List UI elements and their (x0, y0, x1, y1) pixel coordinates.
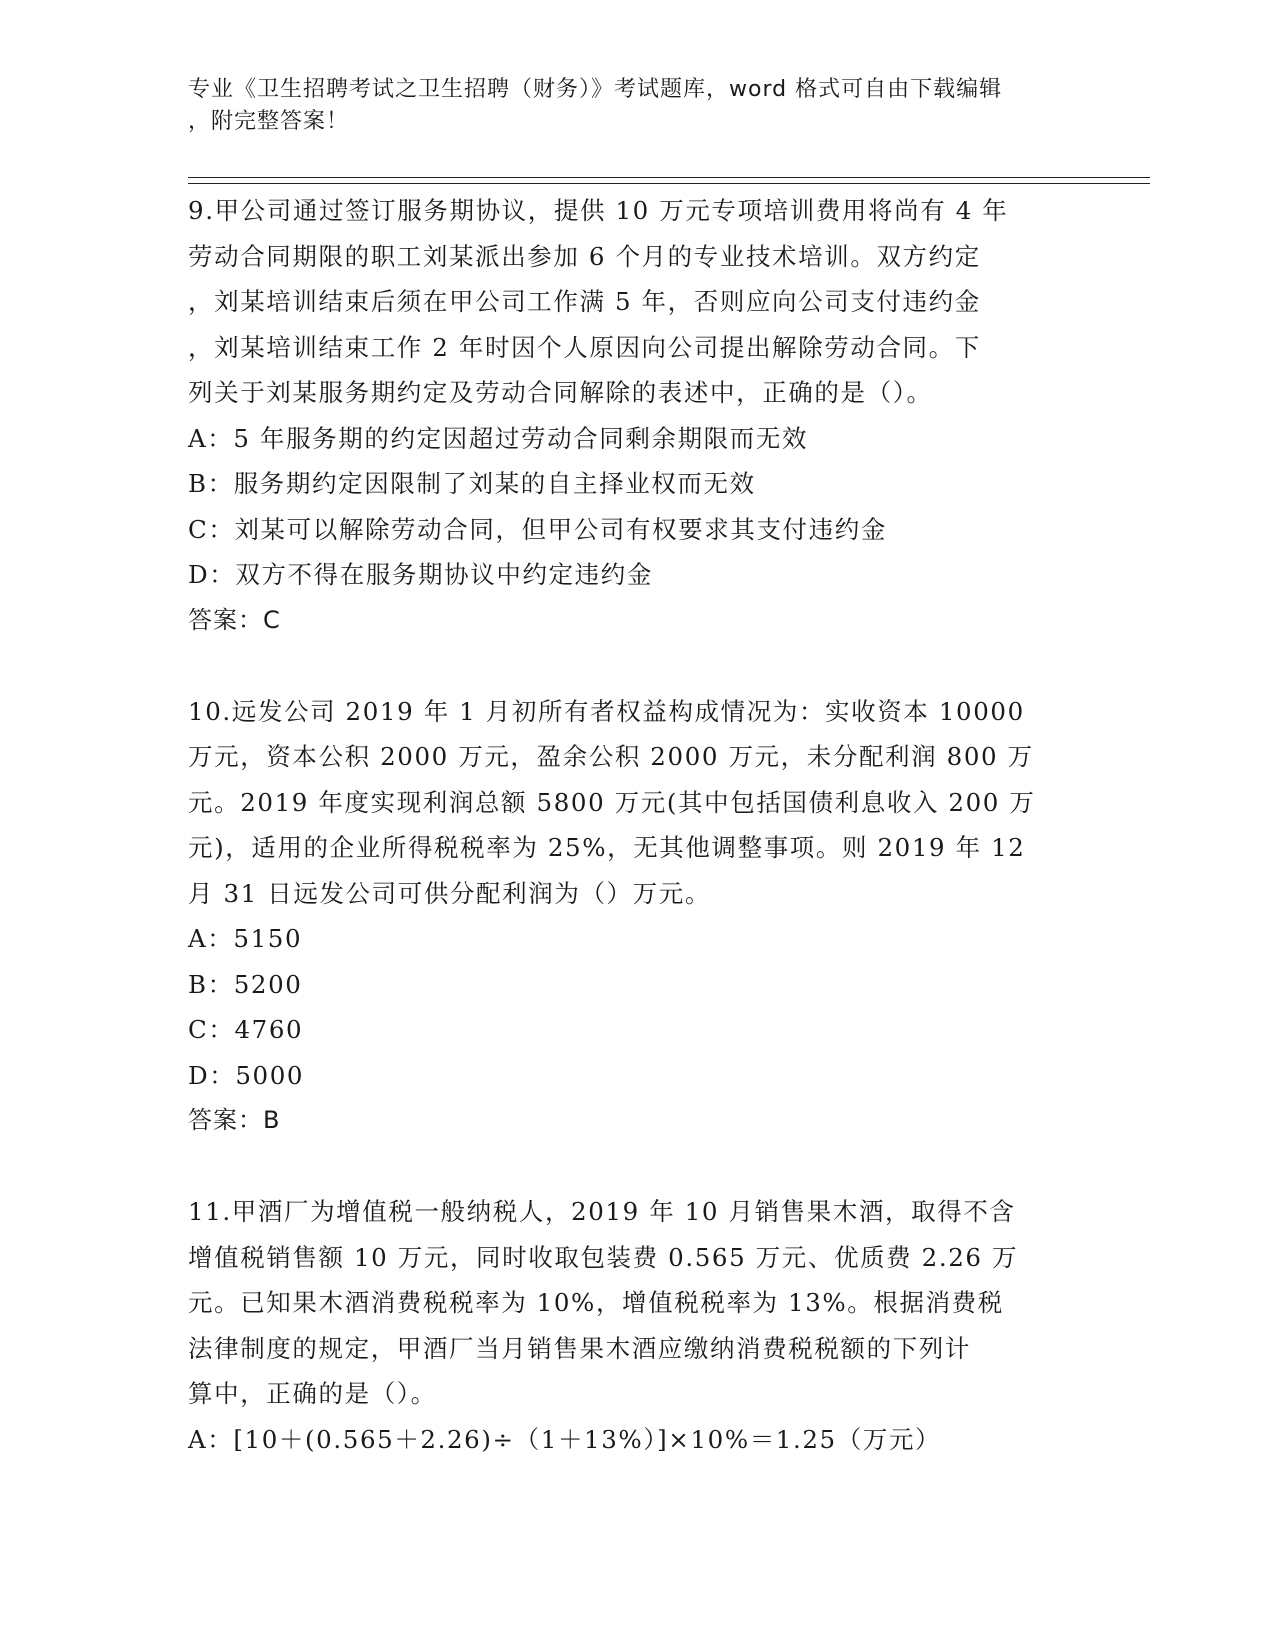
question-stem-line: 法律制度的规定，甲酒厂当月销售果木酒应缴纳消费税税额的下列计 (188, 1333, 971, 1363)
question-stem-line: 劳动合同期限的职工刘某派出参加 6 个月的专业技术培训。双方约定 (188, 241, 981, 271)
question-stem-line: 9.甲公司通过签订服务期协议，提供 10 万元专项培训费用将尚有 4 年 (188, 196, 1009, 225)
option-c: C：4760 (188, 1015, 304, 1044)
option-a: A：[10＋(0.565＋2.26)÷（1＋13%）]×10%＝1.25（万元） (188, 1424, 942, 1454)
question-stem-line: 11.甲酒厂为增值税一般纳税人，2019 年 10 月销售果木酒，取得不含 (188, 1197, 1016, 1226)
header-line: 专业《卫生招聘考试之卫生招聘（财务）》考试题库，word 格式可自由下载编辑 (188, 77, 1003, 102)
question-stem-line: 万元，资本公积 2000 万元，盈余公积 2000 万元，未分配利润 800 万 (188, 742, 1034, 771)
question-spacer (188, 643, 1088, 689)
answer-line: 答案：C (188, 605, 281, 634)
option-a: A：5 年服务期的约定因超过劳动合同剩余期限而无效 (188, 423, 809, 453)
question-10 (188, 689, 1088, 1144)
question-stem-line: 元。已知果木酒消费税税率为 10%，增值税税率为 13%。根据消费税 (188, 1288, 1004, 1317)
option-a: A：5150 (188, 924, 303, 953)
question-stem-line: 元)，适用的企业所得税税率为 25%，无其他调整事项。则 2019 年 12 (188, 833, 1026, 862)
question-9 (188, 188, 1088, 643)
option-c: C：刘某可以解除劳动合同，但甲公司有权要求其支付违约金 (188, 514, 887, 544)
question-stem-line: 10.远发公司 2019 年 1 月初所有者权益构成情况为：实收资本 10000 (188, 696, 1025, 726)
question-list (188, 188, 1088, 1462)
question-stem-line: ，刘某培训结束后须在甲公司工作满 5 年，否则应向公司支付违约金 (188, 287, 981, 316)
question-11 (188, 1189, 1088, 1462)
option-b: B：5200 (188, 969, 303, 999)
option-d: D：双方不得在服务期协议中约定违约金 (188, 560, 653, 589)
question-spacer (188, 1144, 1088, 1190)
option-d: D：5000 (188, 1060, 305, 1090)
header-line: ，附完整答案！ (188, 109, 350, 134)
question-stem-line: 算中，正确的是（）。 (188, 1379, 437, 1408)
document-header (188, 74, 1088, 138)
question-stem-line: 月 31 日远发公司可供分配利润为（）万元。 (188, 878, 711, 908)
header-rule-top (188, 177, 1150, 178)
question-stem-line: 增值税销售额 10 万元，同时收取包装费 0.565 万元、优质费 2.26 万 (188, 1242, 1019, 1272)
question-stem-line: 列关于刘某服务期约定及劳动合同解除的表述中，正确的是（）。 (188, 378, 933, 407)
header-rule-bottom (188, 183, 1150, 184)
answer-line: 答案：B (188, 1106, 281, 1134)
option-b: B：服务期约定因限制了刘某的自主择业权而无效 (188, 469, 756, 498)
question-stem-line: ，刘某培训结束工作 2 年时因个人原因向公司提出解除劳动合同。下 (188, 332, 981, 362)
question-stem-line: 元。2019 年度实现利润总额 5800 万元(其中包括国债利息收入 200 万 (188, 787, 1036, 817)
